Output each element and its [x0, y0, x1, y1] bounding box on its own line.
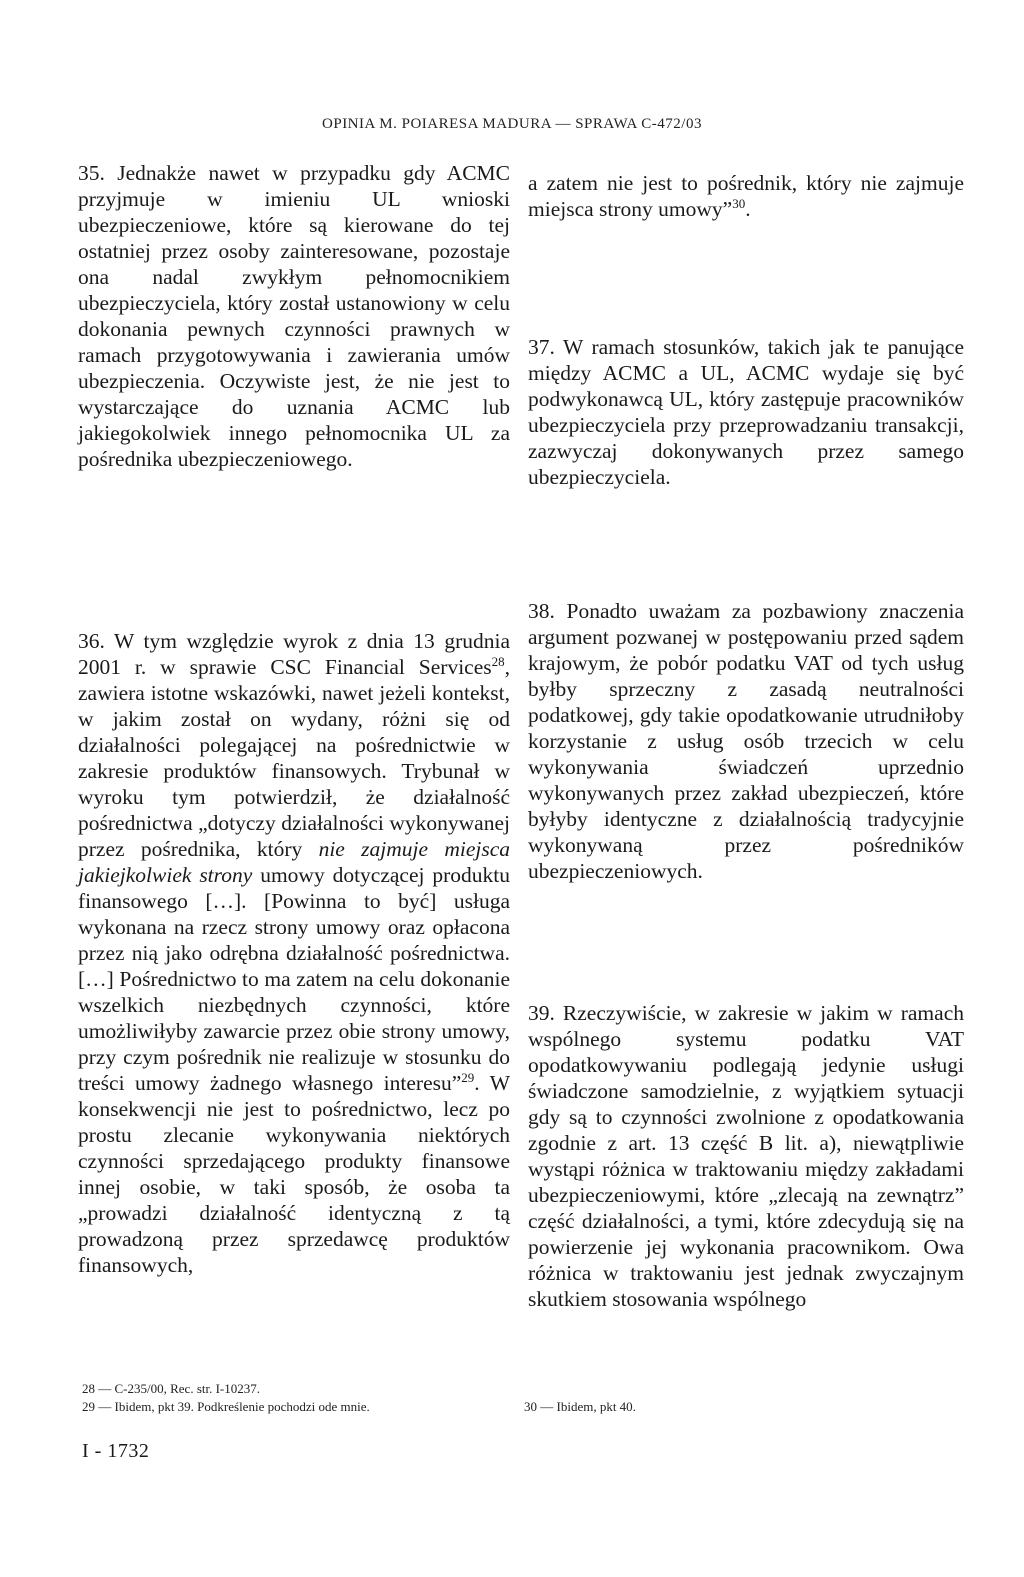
paragraph-36-continuation-end: .: [745, 197, 751, 221]
paragraph-35: 35. Jednakże nawet w przypadku gdy ACMC przyjmuje w imieniu UL wnioski ubezpieczeniowe, które są kierowane do tej ostatniej przez osoby zainteresowane, pozostaje ona nadal zwykłym pełnomocnikiem ubezpieczyciela, który został ustanowiony w celu dokonania pewnych czynności prawnych w ramach przygotowywania i zawierania umów ubezpieczenia. Oczywiste jest, że nie jest to wystarczające do uznania ACMC lub jakiegokolwiek innego pełnomocnika UL za pośrednika ubezpieczeniowego.: [78, 161, 510, 471]
footnote-ref-29[interactable]: 29: [461, 1069, 475, 1085]
paragraph-36-continuation-text: a zatem nie jest to pośrednik, który nie zajmuje miejsca strony umowy”: [528, 171, 964, 221]
footnote-30: 30 — Ibidem, pkt 40.: [524, 1399, 636, 1414]
paragraph-36-part2: , zawiera istotne wskazówki, nawet jeżeli kontekst, w jakim został on wydany, różni się od działalności polegającej na pośrednictwie w zakresie produktów finansowych. Trybunał w wyroku tym potwierdził, że działalność pośrednictwa „dotyczy działalności wykonywanej przez pośrednika, który: [78, 655, 510, 861]
paragraph-38: 38. Ponadto uważam za pozbawiony znaczenia argument pozwanej w postępowaniu przed sądem krajowym, że pobór podatku VAT od tych usług byłby sprzeczny z zasadą neutralności podatkowej, gdy takie opodatkowanie utrudniłoby korzystanie z usług osób trzecich w celu wykonywania świadczeń uprzednio wykonywanych przez zakład ubezpieczeń, które byłyby identyczne z działalnością tradycyjnie wykonywaną przez pośredników ubezpieczeniowych.: [528, 599, 964, 883]
paragraph-39: 39. Rzeczywiście, w zakresie w jakim w ramach wspólnego systemu podatku VAT opodatkowywaniu podlegają jedynie usługi świadczone samodzielnie, z wyjątkiem sytuacji gdy są to czynności zwolnione z opodatkowania zgodnie z art. 13 część B lit. a), niewątpliwie wystąpi różnica w traktowaniu między zakładami ubezpieczeniowymi, które „zlecają na zewnątrz” część działalności, a tymi, które zdecydują się na powierzenie jej wykonania pracownikom. Owa różnica w traktowaniu jest jednak zwyczajnym skutkiem stosowania wspólnego: [528, 1001, 964, 1311]
paragraph-36-continuation: [528, 170, 964, 222]
paragraph-37: 37. W ramach stosunków, takich jak te panujące między ACMC a UL, ACMC wydaje się być podwykonawcą UL, który zastępuje pracowników ubezpieczyciela przy przeprowadzaniu transakcji, zazwyczaj dokonywanych przez samego ubezpieczyciela.: [528, 335, 964, 489]
footnote-29: 29 — Ibidem, pkt 39. Podkreślenie pochodzi ode mnie.: [82, 1399, 370, 1414]
paragraph-36-part1: 36. W tym względzie wyrok z dnia 13 grudnia 2001 r. w sprawie CSC Financial Services: [78, 629, 510, 679]
paragraph-36-part4: . W konsekwencji nie jest to pośrednictwo, lecz po prostu zlecanie wykonywania niektórych czynności sprzedającego produkty finansowe innej osobie, w taki sposób, że osoba ta „prowadzi działalność identyczną z tą prowadzoną przez sprzedawcę produktów finansowych,: [78, 1071, 511, 1277]
paragraph-36: [78, 628, 510, 1278]
footnote-28: 28 — C-235/00, Rec. str. I-10237.: [82, 1381, 261, 1396]
paragraph-36-emphasis: nie zajmuje miejsca jakiejkolwiek strony: [78, 837, 510, 887]
page-number: I - 1732: [82, 1440, 150, 1462]
footnote-ref-28[interactable]: 28: [491, 653, 505, 669]
footnote-ref-30[interactable]: 30: [732, 195, 746, 211]
paragraph-36-part3: umowy dotyczącej produktu finansowego […]. [Powinna to być] usługa wykonana na rzecz strony umowy oraz opłacona przez nią jako odrębna działalność pośrednictwa. […] Pośrednictwo to ma zatem na celu dokonanie wszelkich niezbędnych czynności, które umożliwiłyby zawarcie przez obie strony umowy, przy czym pośrednik nie realizuje w stosunku do treści umowy żadnego własnego interesu”: [78, 863, 511, 1095]
running-header: OPINIA M. POIARESA MADURA — SPRAWA C-472/03: [322, 116, 702, 132]
